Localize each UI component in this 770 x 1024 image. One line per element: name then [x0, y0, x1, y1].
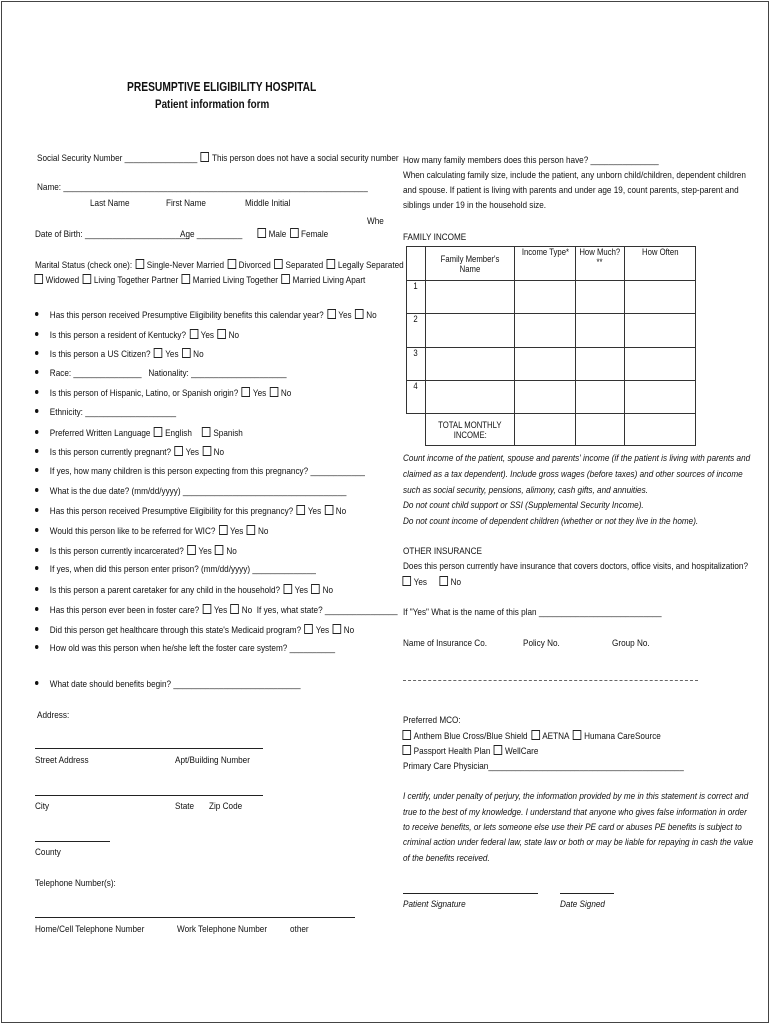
blank-cell [407, 414, 426, 446]
group-number-label: Group No. [612, 638, 650, 649]
certification-line-4: criminal action under federal law, state law or both or may be liable for repaying in cash the value [403, 837, 754, 848]
insurance-question: Does this person currently have insurance that covers doctors, office visits, and hospitalization? [403, 561, 748, 572]
question-5-label: Is this person of Hispanic, Latino, or Spanish origin? [49, 388, 239, 399]
aetna-label: AETNA [542, 731, 570, 742]
question-12-label: Would this person like to be referred for WIC? [49, 526, 216, 537]
q15-no-checkbox[interactable] [311, 584, 320, 594]
bullet [35, 548, 38, 552]
living-together-partner-label: Living Together Partner [93, 275, 179, 286]
q16-no-checkbox[interactable] [231, 604, 240, 614]
income-note-2: claimed as a tax dependent). Include gross wages (before taxes) and other sources of income [403, 469, 743, 480]
bullet [35, 370, 38, 374]
ssn-label: Social Security Number ________________ [37, 153, 198, 164]
no-ssn-checkbox[interactable] [201, 152, 210, 162]
question-11 [35, 505, 346, 517]
bullet [35, 488, 38, 492]
divorced-checkbox[interactable] [227, 259, 236, 269]
question-11-label: Has this person received Presumptive Eligibility for this pregnancy? [49, 506, 294, 517]
sex-options [254, 228, 328, 240]
insurance-info-line[interactable] [403, 680, 698, 681]
question-8 [35, 446, 224, 458]
male-checkbox[interactable] [257, 228, 266, 238]
total-label-2: INCOME: [453, 429, 487, 440]
q5-no-checkbox[interactable] [270, 387, 279, 397]
dob-field[interactable]: Date of Birth: _______________________ [35, 229, 190, 240]
type-cell[interactable] [515, 314, 576, 348]
separated-checkbox[interactable] [274, 259, 283, 269]
question-17-label: Did this person get healthcare through this state's Medicaid program? [49, 625, 302, 636]
income-note-1: Count income of the patient, spouse and parents' income (if the patient is living with parents and [403, 453, 751, 464]
wellcare-label: WellCare [504, 746, 539, 757]
total-much-cell[interactable] [576, 414, 625, 446]
question-3 [35, 348, 204, 360]
q11-yes-checkbox[interactable] [297, 505, 306, 515]
street-address-line[interactable] [35, 748, 263, 749]
benefits-date-field[interactable]: What date should benefits begin? ____________________________ [49, 679, 301, 690]
name-cell[interactable] [426, 381, 515, 414]
yes-label: Yes [198, 546, 212, 557]
english-checkbox[interactable] [154, 427, 163, 437]
due-date-field[interactable]: What is the due date? (mm/dd/yyyy) ____________________________________ [49, 486, 347, 497]
living-together-partner-checkbox[interactable] [83, 274, 92, 284]
spanish-label: Spanish [213, 428, 243, 439]
q2-yes-checkbox[interactable] [189, 329, 198, 339]
question-9 [35, 466, 365, 477]
divorced-label: Divorced [238, 260, 271, 271]
col-type-text: Income Type* [521, 247, 569, 257]
city-line[interactable] [35, 795, 263, 796]
mco-options-row-1 [399, 730, 661, 742]
married-living-together-label: Married Living Together [192, 275, 279, 286]
row-number-text: 1 [413, 281, 419, 291]
separated-label: Separated [285, 260, 324, 271]
type-cell[interactable] [515, 381, 576, 414]
name-field[interactable]: Name: ___________________________________________________________________ [37, 182, 368, 193]
no-label: No [193, 349, 204, 360]
q2-no-checkbox[interactable] [217, 329, 226, 339]
col-often-header [625, 247, 696, 281]
row-number [407, 281, 426, 314]
legally-separated-checkbox[interactable] [327, 259, 336, 269]
insurance-company-label: Name of Insurance Co. [403, 638, 488, 649]
row-number-text: 2 [413, 314, 419, 324]
phone-label: Telephone Number(s): [35, 878, 116, 889]
state-label: State [175, 801, 195, 812]
cutoff-text: Whe [367, 216, 384, 227]
question-1 [35, 309, 377, 321]
question-15 [35, 584, 333, 596]
name-cell[interactable] [426, 281, 515, 314]
question-10 [35, 486, 346, 497]
certification-line-5: of the benefits received. [403, 853, 490, 864]
yes-label: Yes [338, 310, 352, 321]
other-phone-label: other [290, 924, 309, 935]
spanish-checkbox[interactable] [202, 427, 211, 437]
male-label: Male [268, 229, 287, 240]
q5-yes-checkbox[interactable] [242, 387, 251, 397]
row-num-header [407, 247, 426, 281]
bullet [35, 566, 38, 570]
family-note-1: When calculating family size, include the patient, any unborn child/children, dependent children [403, 170, 746, 181]
question-5 [35, 387, 291, 399]
much-cell[interactable] [576, 281, 625, 314]
table-row [407, 381, 696, 414]
type-cell[interactable] [515, 348, 576, 381]
type-cell[interactable] [515, 281, 576, 314]
q16-yes-checkbox[interactable] [203, 604, 212, 614]
age-field[interactable]: Age __________ [180, 229, 243, 240]
q11-no-checkbox[interactable] [325, 505, 334, 515]
no-ssn-label: This person does not have a social security number [211, 153, 399, 164]
children-expected-field[interactable]: If yes, how many children is this person expecting from this pregnancy? ____________ [49, 466, 365, 477]
question-6 [35, 407, 176, 418]
often-cell[interactable] [625, 381, 696, 414]
zip-label: Zip Code [209, 801, 243, 812]
bullet [35, 508, 38, 512]
wellcare-checkbox[interactable] [494, 745, 503, 755]
much-cell[interactable] [576, 314, 625, 348]
col-much-header [576, 247, 625, 281]
question-16-label: Has this person ever been in foster care? [49, 605, 200, 616]
married-living-together-checkbox[interactable] [182, 274, 191, 284]
question-19 [35, 679, 301, 690]
q1-no-checkbox[interactable] [355, 309, 364, 319]
primary-care-physician-field[interactable]: Primary Care Physician___________________________________________ [403, 761, 684, 772]
english-label: English [165, 428, 192, 439]
q1-yes-checkbox[interactable] [327, 309, 336, 319]
table-row [407, 314, 696, 348]
question-16 [35, 604, 398, 616]
bullet [35, 587, 38, 591]
humana-checkbox[interactable] [573, 730, 582, 740]
certification-line-3: to receive benefits, or lets someone else use their PE card or abuses PE benefits is subject to [403, 822, 742, 833]
other-insurance-heading: OTHER INSURANCE [403, 546, 482, 557]
question-7 [35, 427, 243, 439]
col-much-note: ** [596, 257, 604, 267]
col-type-header [515, 247, 576, 281]
bullet [35, 332, 38, 336]
widowed-checkbox[interactable] [34, 274, 43, 284]
q12-yes-checkbox[interactable] [219, 525, 228, 535]
prison-date-field[interactable]: If yes, when did this person enter prison? (mm/dd/yyyy) ______________ [49, 564, 316, 575]
name-cell[interactable] [426, 314, 515, 348]
table-row [407, 281, 696, 314]
nationality-field[interactable]: Nationality: _____________________ [148, 368, 287, 379]
q3-no-checkbox[interactable] [182, 348, 191, 358]
yes-label: Yes [294, 585, 309, 596]
address-label: Address: [37, 710, 70, 721]
q17-no-checkbox[interactable] [333, 624, 342, 634]
widowed-label: Widowed [45, 275, 80, 286]
street-address-label: Street Address [35, 755, 89, 766]
ssn-field[interactable] [37, 152, 399, 164]
insurance-options [399, 576, 461, 588]
question-1-label: Has this person received Presumptive Eligibility benefits this calendar year? [49, 310, 324, 321]
insurance-yes-checkbox[interactable] [402, 576, 411, 586]
date-signed-label: Date Signed [560, 899, 605, 910]
q8-yes-checkbox[interactable] [174, 446, 183, 456]
no-label: No [335, 506, 347, 517]
total-row [407, 414, 696, 446]
patient-signature-label: Patient Signature [403, 899, 466, 910]
no-label: No [343, 625, 355, 636]
bullet [35, 409, 38, 413]
ethnicity-field[interactable]: Ethnicity: ____________________ [49, 407, 177, 418]
anthem-checkbox[interactable] [402, 730, 411, 740]
bullet [35, 468, 38, 472]
certification-line-2: true to the best of my knowledge. I understand that anyone who gives false information in order [403, 807, 747, 818]
often-cell[interactable] [625, 314, 696, 348]
no-label: No [226, 546, 237, 557]
certification-line-1: I certify, under penalty of perjury, the information provided by me in this statement is correct and [403, 791, 749, 802]
question-18 [35, 643, 335, 654]
bullet [35, 681, 38, 685]
table-row [407, 348, 696, 381]
row-number-text: 4 [413, 381, 419, 391]
bullet [35, 351, 38, 355]
yes-label: Yes [185, 447, 200, 458]
bullet [35, 430, 38, 434]
work-phone-label: Work Telephone Number [177, 924, 268, 935]
col-name-header [426, 247, 515, 281]
phone-line[interactable] [35, 917, 355, 918]
row-number-text: 3 [413, 348, 419, 358]
marital-row-2 [31, 274, 365, 286]
question-3-label: Is this person a US Citizen? [49, 349, 151, 360]
policy-number-label: Policy No. [523, 638, 560, 649]
yes-label: Yes [200, 330, 214, 341]
total-often-cell[interactable] [625, 414, 696, 446]
q12-no-checkbox[interactable] [247, 525, 256, 535]
col-often-text: How Often [641, 247, 679, 257]
passport-checkbox[interactable] [402, 745, 411, 755]
family-note-3: siblings under 19 in the household size. [403, 200, 547, 211]
date-signed-line[interactable] [560, 893, 614, 894]
question-8-label: Is this person currently pregnant? [49, 447, 172, 458]
question-14 [35, 564, 316, 575]
no-label: No [228, 330, 240, 341]
yes-label: Yes [213, 605, 228, 616]
county-label: County [35, 847, 61, 858]
income-note-4: Do not count child support or SSI (Supplemental Security Income). [403, 500, 644, 511]
row-number [407, 314, 426, 348]
total-label-cell [426, 414, 515, 446]
humana-label: Humana CareSource [584, 731, 661, 742]
question-17 [35, 624, 354, 636]
married-living-apart-checkbox[interactable] [281, 274, 290, 284]
question-4 [35, 368, 286, 379]
q13-no-checkbox[interactable] [215, 545, 224, 555]
city-label: City [35, 801, 50, 812]
question-13-label: Is this person currently incarcerated? [49, 546, 184, 557]
anthem-label: Anthem Blue Cross/Blue Shield [413, 731, 528, 742]
q8-no-checkbox[interactable] [202, 446, 211, 456]
question-7-label: Preferred Written Language [49, 428, 151, 439]
family-note-2: and spouse. If patient is living with parents and under age 19, count parents, step-parent and [403, 185, 739, 196]
no-label: No [213, 447, 225, 458]
no-label: No [280, 388, 292, 399]
question-12 [35, 525, 268, 537]
yes-label: Yes [165, 349, 179, 360]
table-header-row [407, 247, 696, 281]
question-2 [35, 329, 239, 341]
total-label-1: TOTAL MONTHLY [438, 419, 502, 430]
bullet [35, 645, 38, 649]
legally-separated-label: Legally Separated [337, 260, 404, 271]
passport-label: Passport Health Plan [413, 746, 491, 757]
q17-yes-checkbox[interactable] [305, 624, 314, 634]
insurance-yes-label: Yes [413, 577, 427, 588]
family-size-field[interactable]: How many family members does this person have? _______________ [403, 155, 659, 166]
married-living-apart-label: Married Living Apart [292, 275, 366, 286]
race-field[interactable]: Race: _______________ [49, 368, 142, 379]
row-number [407, 348, 426, 381]
bullet [35, 607, 38, 611]
single-label: Single-Never Married [146, 260, 224, 271]
income-note-5: Do not count income of dependent children (whether or not they live in the home). [403, 516, 699, 527]
female-checkbox[interactable] [290, 228, 299, 238]
much-cell[interactable] [576, 381, 625, 414]
first-name-label: First Name [166, 198, 206, 209]
aetna-checkbox[interactable] [531, 730, 540, 740]
often-cell[interactable] [625, 281, 696, 314]
bullet [35, 312, 38, 316]
middle-initial-label: Middle Initial [245, 198, 291, 209]
single-checkbox[interactable] [136, 259, 145, 269]
family-income-heading: FAMILY INCOME [403, 232, 467, 243]
often-cell[interactable] [625, 348, 696, 381]
col-much-text: How Much? [579, 247, 621, 257]
preferred-mco-label: Preferred MCO: [403, 715, 461, 726]
bullet [35, 627, 38, 631]
name-cell[interactable] [426, 348, 515, 381]
no-label: No [322, 585, 334, 596]
insurance-no-label: No [450, 577, 462, 588]
form-title: PRESUMPTIVE ELIGIBILITY HOSPITAL [127, 80, 317, 94]
marital-row-1 [35, 259, 404, 271]
form-subtitle: Patient information form [155, 97, 270, 111]
insurance-no-checkbox[interactable] [439, 576, 448, 586]
yes-label: Yes [315, 625, 330, 636]
yes-label: Yes [307, 506, 322, 517]
no-label: No [241, 605, 253, 616]
col-name-text: Family Member's Name [440, 253, 500, 274]
row-number [407, 381, 426, 414]
no-label: No [366, 310, 377, 321]
yes-label: Yes [230, 526, 244, 537]
home-phone-label: Home/Cell Telephone Number [35, 924, 145, 935]
q3-yes-checkbox[interactable] [154, 348, 163, 358]
question-15-label: Is this person a parent caretaker for any child in the household? [49, 585, 281, 596]
q15-yes-checkbox[interactable] [283, 584, 292, 594]
question-2-label: Is this person a resident of Kentucky? [49, 330, 187, 341]
total-type-cell[interactable] [515, 414, 576, 446]
bullet [35, 528, 38, 532]
plan-name-field[interactable]: If "Yes" What is the name of this plan ___________________________ [403, 607, 662, 618]
foster-age-field[interactable]: How old was this person when he/she left the foster care system? __________ [49, 643, 336, 654]
signature-line[interactable] [403, 893, 538, 894]
family-income-table [406, 246, 696, 446]
yes-label: Yes [252, 388, 267, 399]
marital-label: Marital Status (check one): [35, 260, 133, 271]
county-line[interactable] [35, 841, 110, 842]
bullet [35, 390, 38, 394]
foster-state-field[interactable]: If yes, what state? ________________ [256, 605, 398, 616]
bullet [35, 449, 38, 453]
q13-yes-checkbox[interactable] [187, 545, 196, 555]
income-note-3: such as social security, pensions, alimony, cash gifts, and annuities. [403, 485, 648, 496]
female-label: Female [300, 229, 329, 240]
mco-options-row-2 [399, 745, 538, 757]
apt-label: Apt/Building Number [175, 755, 250, 766]
question-13 [35, 545, 237, 557]
no-label: No [257, 526, 269, 537]
last-name-label: Last Name [90, 198, 130, 209]
much-cell[interactable] [576, 348, 625, 381]
